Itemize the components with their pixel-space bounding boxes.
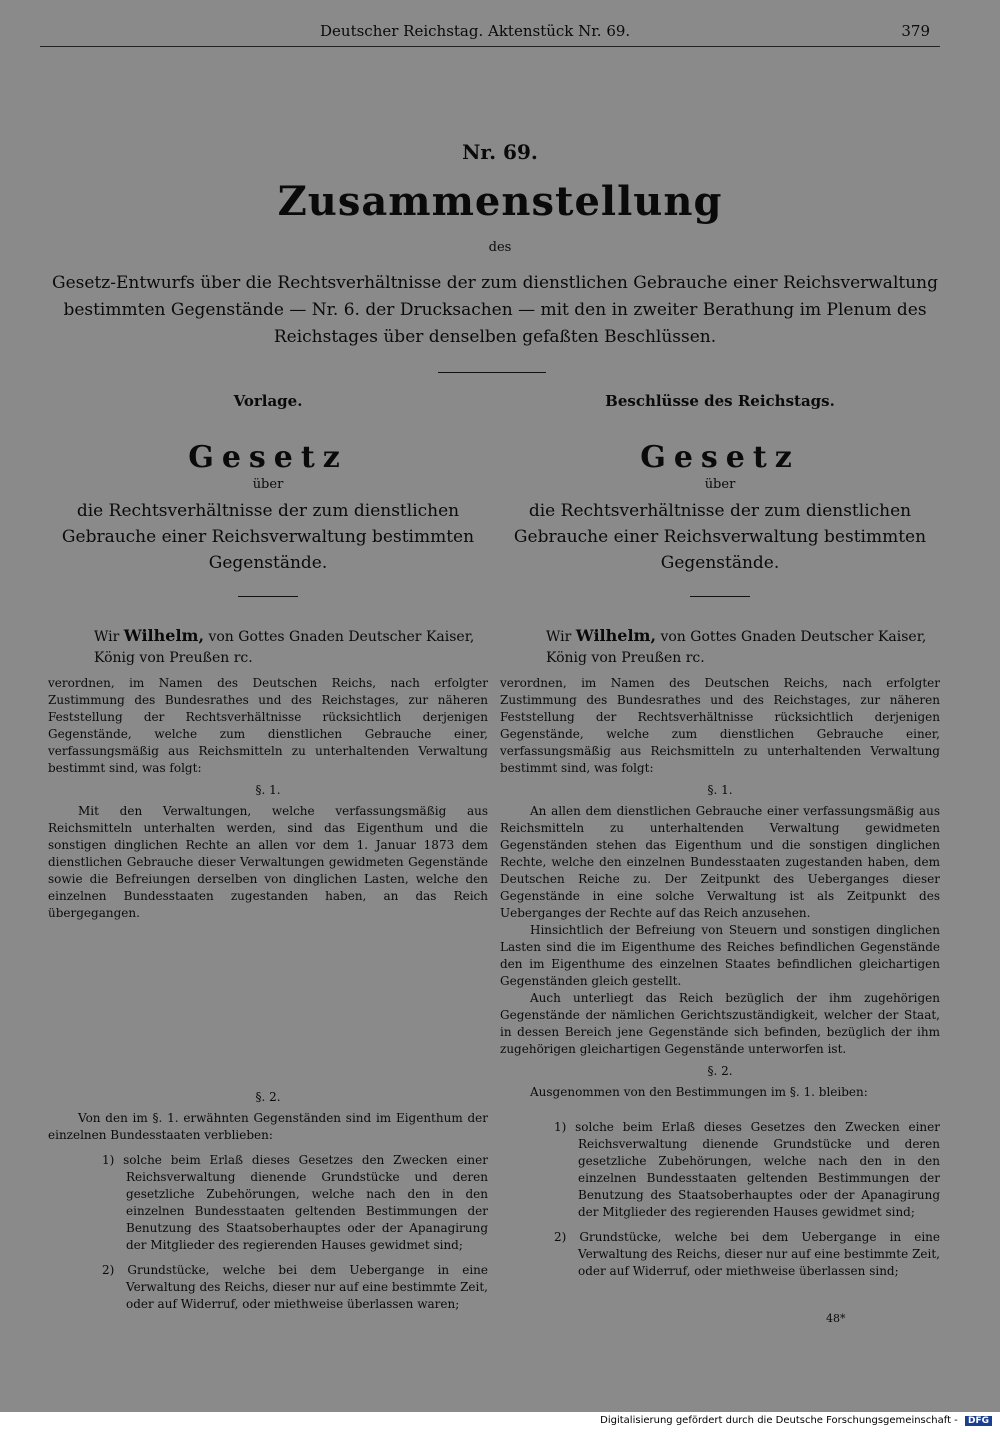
law-ueber: über bbox=[704, 477, 736, 492]
column-heading: Beschlüsse des Reichstags. bbox=[605, 392, 835, 410]
section-1-label: §. 1. bbox=[255, 783, 281, 797]
list-item-2: 2) Grundstücke, welche bei dem Uebergange in eine Verwaltung des Reichs, dieser nur auf eine bestimmte Zeit, oder auf Widerruf, oder miethweise überlassen sind; bbox=[554, 1230, 940, 1278]
intro-pre: Wir bbox=[94, 629, 120, 645]
title-divider bbox=[438, 372, 546, 373]
section-1-text: Mit den Verwaltungen, welche verfassungsmäßig aus Reichsmitteln unterhalten werden, sind das Eigenthum und die sonstigen dinglichen Rechte an allen vor dem 1. Januar 1873 dem dienstlichen Gebrauche dieser Verwaltungen gewidmeten Gegenstände sowie die Befreiungen derselben von dinglichen Lasten, welche den einzelnen Bundesstaaten zugestanden haben, an das Reich übergegangen. bbox=[48, 804, 488, 920]
list-item-2: 2) Grundstücke, welche bei dem Uebergange in eine Verwaltung des Reichs, dieser nur auf eine bestimmte Zeit, oder auf Widerruf, oder miethweise überlassen waren; bbox=[102, 1263, 488, 1311]
intro-line bbox=[500, 625, 940, 669]
section-1-label: §. 1. bbox=[707, 783, 733, 797]
intro-name: Wilhelm, bbox=[575, 626, 657, 645]
document-number: Nr. 69. bbox=[462, 140, 538, 164]
intro-post: von Gottes Gnaden Deutscher Kaiser, König von Preußen rc. bbox=[546, 629, 927, 666]
document-title: Zusammenstellung bbox=[277, 178, 723, 225]
section-1-paragraph-1: An allen dem dienstlichen Gebrauche einer verfassungsmäßig aus Reichsmitteln zu unterhaltenden Verwaltung gewidmeten Gegenständen stehen das Eigenthum und die sonstigen dinglichen Rechte, welche den einzelnen Bundesstaaten zugestanden haben, dem Deutschen Reiche zu. Der Zeitpunkt des Ueberganges dieser Gegenstände in eine solche Verwaltung ist als Zeitpunkt des Ueberganges der Rechte auf das Reich anzusehen. bbox=[500, 804, 940, 920]
section-1-paragraph-2: Hinsichtlich der Befreiung von Steuern und sonstigen dinglichen Lasten sind die im Eigenthume des Reiches befindlichen Gegenstände den im Eigenthume des einzelnen Staates befindlichen gleichartigen Gegenständen gleich gestellt. bbox=[500, 923, 940, 988]
section-2-text: Von den im §. 1. erwähnten Gegenständen sind im Eigenthum der einzelnen Bundesstaaten verblieben: bbox=[48, 1111, 488, 1142]
running-head bbox=[320, 22, 930, 40]
list-item-1: 1) solche beim Erlaß dieses Gesetzes den Zwecken einer Reichsverwaltung dienende Grundstücke und deren gesetzliche Zubehörungen, welche nach den in den einzelnen Bundesstaaten geltenden Bestimmungen der Benutzung des Staatsoberhauptes oder der Apanagirung der Mitglieder des regierenden Hauses gewidmet sind; bbox=[554, 1120, 940, 1219]
intro-pre: Wir bbox=[546, 629, 572, 645]
section-2-label: §. 2. bbox=[707, 1064, 733, 1078]
section-2-label: §. 2. bbox=[255, 1090, 281, 1104]
column-vorlage bbox=[48, 392, 488, 1313]
document-des: des bbox=[488, 240, 512, 255]
preamble: verordnen, im Namen des Deutschen Reichs, nach erfolgter Zustimmung des Bundesrathes und des Reichstages, zur näheren Feststellung der Rechtsverhältnisse rücksichtlich derjenigen Gegenstände, welche zum dienstlichen Gebrauche einer, verfassungsmäßig aus Reichsmitteln zu unterhaltenden Verwaltung bestimmt sind, was folgt: bbox=[48, 676, 488, 775]
law-title: Gesetz bbox=[188, 440, 348, 475]
section-1-paragraph-3: Auch unterliegt das Reich bezüglich der ihm zugehörigen Gegenstände der nämlichen Gerichtszuständigkeit, welcher der Staat, in dessen Bereich jene Gegenstände sich befinden, bezüglich der ihm zugehörigen gleichartigen Gegenstände unterworfen ist. bbox=[500, 991, 940, 1056]
header-rule bbox=[40, 46, 940, 47]
document-subject: Gesetz-Entwurfs über die Rechtsverhältnisse der zum dienstlichen Gebrauche einer Reichsverwaltung bestimmten Gegenstände — Nr. 6. der Drucksachen — mit den in zweiter Berathung im Plenum des Reichstages über denselben gefaßten Beschlüssen. bbox=[52, 273, 938, 347]
signature-mark: 48* bbox=[826, 1312, 846, 1325]
footer-text: Digitalisierung gefördert durch die Deutsche Forschungsgemeinschaft - bbox=[600, 1415, 958, 1426]
intro-name: Wilhelm, bbox=[123, 626, 205, 645]
law-subtitle: die Rechtsverhältnisse der zum dienstlichen Gebrauche einer Reichsverwaltung bestimmten Gegenstände. bbox=[61, 501, 475, 573]
dfg-logo-icon: DFG bbox=[965, 1416, 992, 1426]
intro-line bbox=[48, 625, 488, 669]
list-item-1: 1) solche beim Erlaß dieses Gesetzes den Zwecken einer Reichsverwaltung dienende Grundstücke und deren gesetzliche Zubehörungen, welche nach den in den einzelnen Bundesstaaten geltenden Bestimmungen der Benutzung des Staatsoberhauptes oder der Apanagirung der Mitglieder des regierenden Hauses gewidmet sind; bbox=[102, 1153, 488, 1252]
running-title: Deutscher Reichstag. Aktenstück Nr. 69. bbox=[320, 22, 631, 40]
intro-post: von Gottes Gnaden Deutscher Kaiser, König von Preußen rc. bbox=[94, 629, 475, 666]
column-beschluesse bbox=[500, 392, 940, 1280]
section-2-text: Ausgenommen von den Bestimmungen im §. 1. bleiben: bbox=[530, 1085, 868, 1099]
column-divider bbox=[690, 596, 750, 597]
column-divider bbox=[238, 596, 298, 597]
law-subtitle: die Rechtsverhältnisse der zum dienstlichen Gebrauche einer Reichsverwaltung bestimmten Gegenstände. bbox=[513, 501, 927, 573]
preamble: verordnen, im Namen des Deutschen Reichs, nach erfolgter Zustimmung des Bundesrathes und des Reichstages, zur näheren Feststellung der Rechtsverhältnisse rücksichtlich derjenigen Gegenstände, welche zum dienstlichen Gebrauche einer, verfassungsmäßig aus Reichsmitteln zu unterhaltenden Verwaltung bestimmt sind, was folgt: bbox=[500, 676, 940, 775]
page-number: 379 bbox=[901, 22, 930, 40]
law-ueber: über bbox=[252, 477, 284, 492]
column-heading: Vorlage. bbox=[233, 392, 303, 410]
digitization-footer bbox=[0, 1415, 1000, 1432]
law-title: Gesetz bbox=[640, 440, 800, 475]
